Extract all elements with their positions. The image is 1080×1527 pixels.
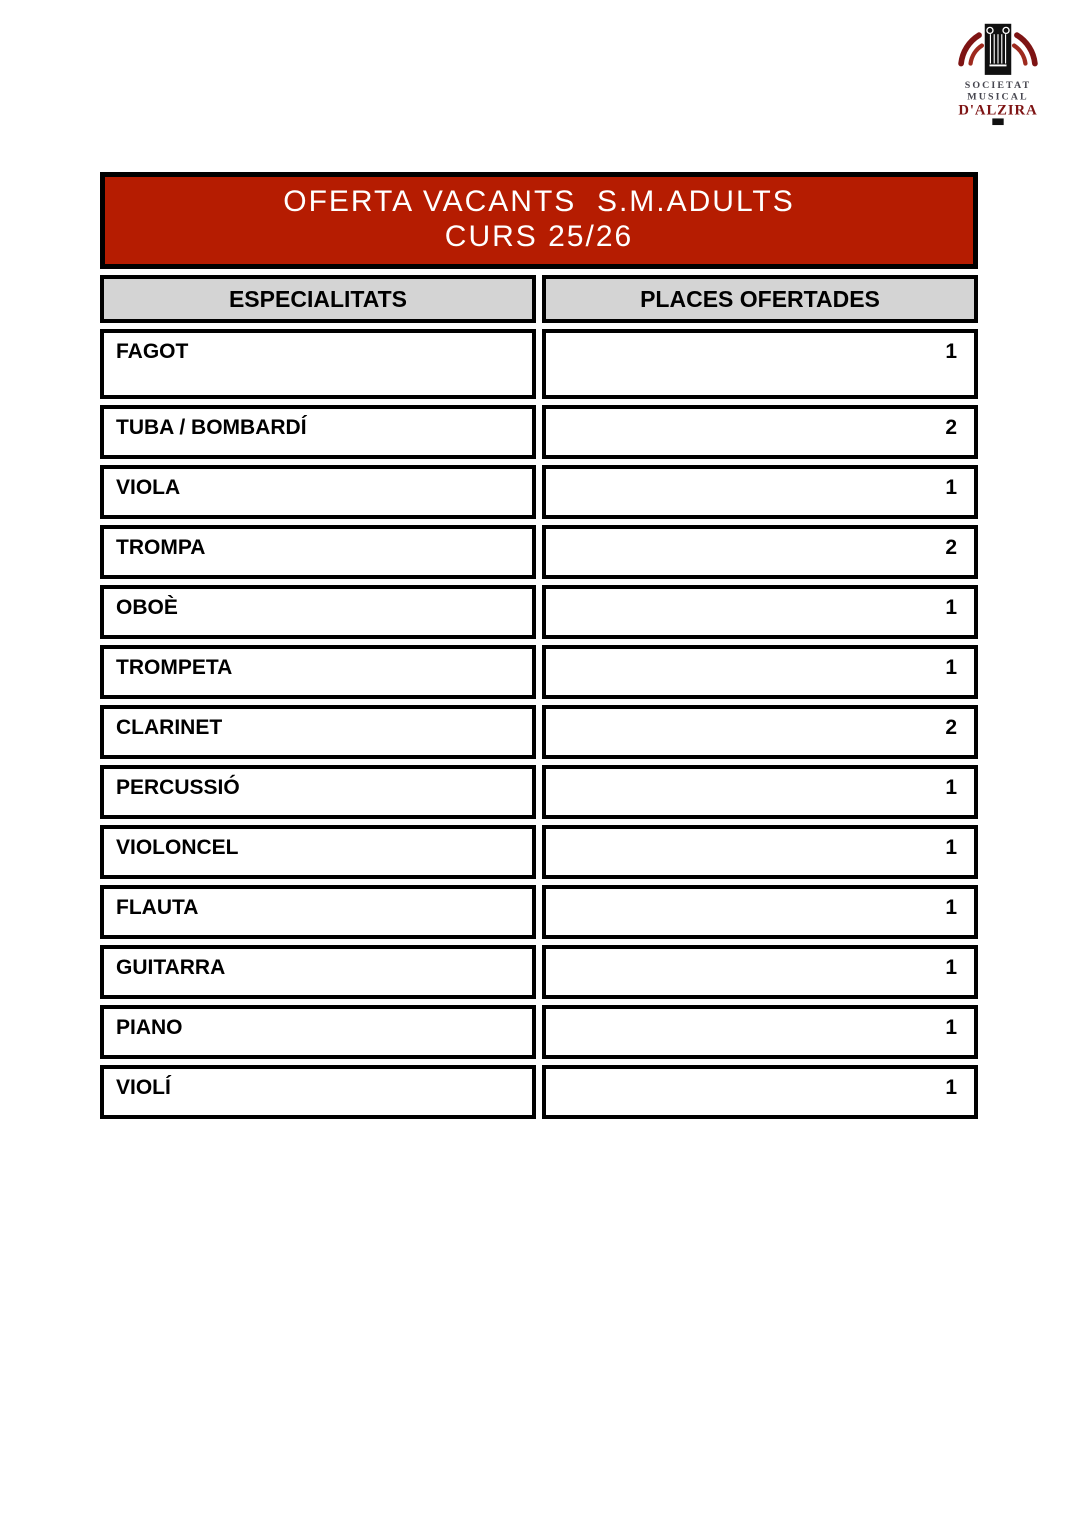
especialitat-cell: TROMPA <box>100 525 536 579</box>
table-row <box>100 645 978 699</box>
vacancy-table <box>100 172 978 1119</box>
table-row <box>100 585 978 639</box>
logo-text-societat: SOCIETAT <box>964 80 1032 92</box>
places-cell: 1 <box>542 945 978 999</box>
especialitat-cell: PIANO <box>100 1005 536 1059</box>
places-cell: 2 <box>542 525 978 579</box>
societat-musical-dalzira-logo <box>950 20 1046 126</box>
places-cell: 1 <box>542 329 978 399</box>
especialitat-cell: VIOLA <box>100 465 536 519</box>
places-cell: 1 <box>542 585 978 639</box>
especialitat-cell: PERCUSSIÓ <box>100 765 536 819</box>
logo-text-dalzira: D'ALZIRA <box>958 102 1038 119</box>
lyre-logo-icon <box>950 20 1046 126</box>
especialitat-cell: TROMPETA <box>100 645 536 699</box>
title-line-1: OFERTA VACANTS S.M.ADULTS <box>283 185 795 218</box>
column-header-especialitats: ESPECIALITATS <box>100 275 536 323</box>
places-cell: 2 <box>542 705 978 759</box>
places-cell: 1 <box>542 885 978 939</box>
places-cell: 1 <box>542 645 978 699</box>
places-cell: 1 <box>542 1065 978 1119</box>
especialitat-cell: FLAUTA <box>100 885 536 939</box>
table-header-row <box>100 275 978 323</box>
table-row <box>100 465 978 519</box>
table-row <box>100 329 978 399</box>
places-cell: 2 <box>542 405 978 459</box>
table-body <box>100 329 978 1119</box>
table-row <box>100 885 978 939</box>
title-line-2: CURS 25/26 <box>444 220 634 254</box>
especialitat-cell: CLARINET <box>100 705 536 759</box>
table-row <box>100 1065 978 1119</box>
table-row <box>100 1005 978 1059</box>
table-row <box>100 765 978 819</box>
table-row <box>100 705 978 759</box>
especialitat-cell: TUBA / BOMBARDÍ <box>100 405 536 459</box>
column-header-places-ofertades: PLACES OFERTADES <box>542 275 978 323</box>
logo-text-musical: MUSICAL <box>967 91 1029 103</box>
especialitat-cell: FAGOT <box>100 329 536 399</box>
table-title-band <box>100 172 978 269</box>
especialitat-cell: VIOLÍ <box>100 1065 536 1119</box>
table-row <box>100 945 978 999</box>
especialitat-cell: OBOÈ <box>100 585 536 639</box>
places-cell: 1 <box>542 465 978 519</box>
table-row <box>100 525 978 579</box>
places-cell: 1 <box>542 765 978 819</box>
places-cell: 1 <box>542 1005 978 1059</box>
table-row <box>100 825 978 879</box>
places-cell: 1 <box>542 825 978 879</box>
especialitat-cell: GUITARRA <box>100 945 536 999</box>
table-row <box>100 405 978 459</box>
especialitat-cell: VIOLONCEL <box>100 825 536 879</box>
